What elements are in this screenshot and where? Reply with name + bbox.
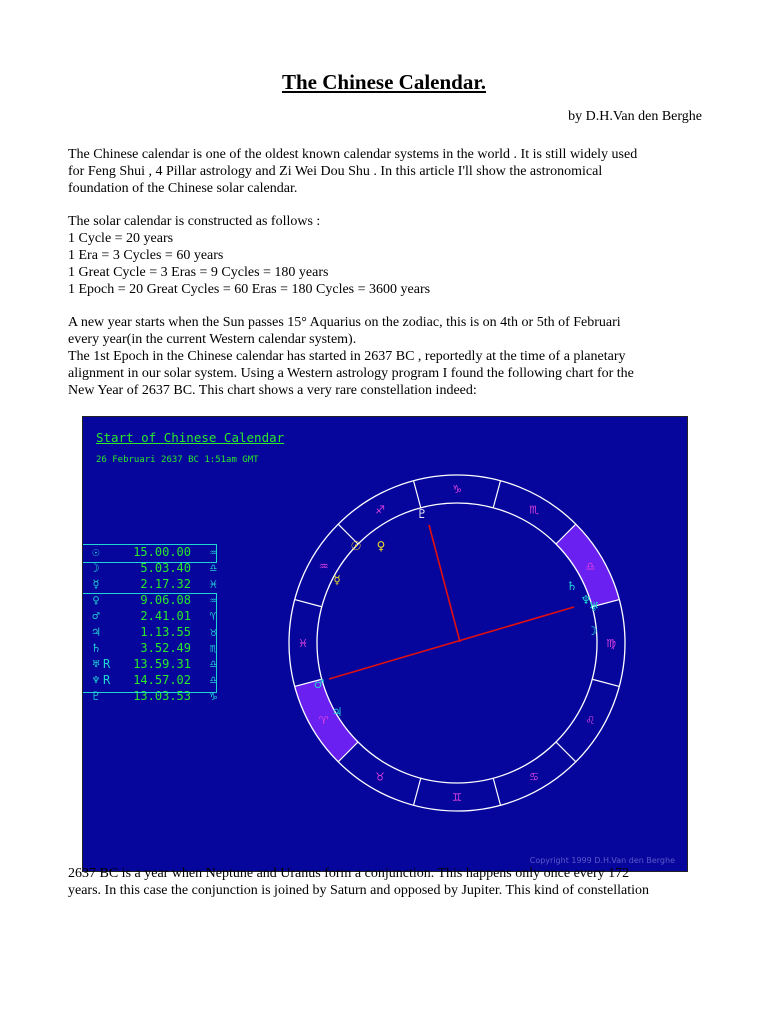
text-line: for Feng Shui , 4 Pillar astrology and Zi Wei Dou Shu . In this article I'll show the astronomical: [68, 164, 603, 179]
zodiac-sign-icon: ♒: [209, 545, 217, 559]
planet-glyph-icon: ♅: [92, 657, 100, 671]
aspect-line: [329, 607, 574, 679]
zodiac-sign-icon: ♉: [209, 625, 217, 639]
planet-degree: 9.06.08: [140, 593, 191, 607]
planet-glyph-icon: ♂: [313, 677, 325, 691]
text-line: 1 Cycle = 20 years: [68, 231, 174, 246]
planet-degree: 2.41.01: [140, 609, 191, 623]
new-year-paragraph: [68, 314, 708, 399]
planet-degree: 3.52.49: [140, 641, 191, 655]
zodiac-sign-icon: ♎: [209, 561, 217, 575]
zodiac-sign-icon: ♏: [529, 503, 539, 517]
chart-copyright: Copyright 1999 D.H.Van den Berghe: [529, 856, 675, 865]
author-byline: by D.H.Van den Berghe: [568, 109, 702, 124]
planet-degree: 5.03.40: [140, 561, 191, 575]
text-line: 1 Era = 3 Cycles = 60 years: [68, 248, 224, 263]
planet-glyph-icon: ♄: [566, 579, 578, 593]
planet-glyph-icon: ♇: [416, 507, 428, 521]
conjunction-paragraph: [68, 865, 708, 899]
planet-glyph-icon: ♃: [92, 625, 100, 639]
planet-degree: 1.13.55: [140, 625, 191, 639]
aspect-line: [429, 525, 460, 642]
planet-glyph-icon: ♆: [580, 593, 592, 607]
zodiac-sign-icon: ♈: [318, 714, 329, 727]
text-line: The 1st Epoch in the Chinese calendar has started in 2637 BC , reportedly at the time of a planetary: [68, 349, 626, 364]
sector-divider: [592, 679, 619, 686]
text-line: 1 Epoch = 20 Great Cycles = 60 Eras = 180 Cycles = 3600 years: [68, 282, 431, 297]
planet-glyph-icon: ♅: [588, 600, 600, 614]
text-line: years. In this case the conjunction is joined by Saturn and opposed by Jupiter. This kind of constellation: [68, 883, 650, 898]
zodiac-sign-icon: ♎: [209, 673, 217, 687]
text-line: The Chinese calendar is one of the oldest known calendar systems in the world . It is still widely used: [68, 147, 638, 162]
planet-glyph-icon: ♆: [92, 673, 100, 687]
text-line: The solar calendar is constructed as follows :: [68, 214, 321, 229]
planet-glyph-icon: ☉: [350, 539, 362, 553]
sector-divider: [493, 778, 500, 805]
text-line: 1 Great Cycle = 3 Eras = 9 Cycles = 180 years: [68, 265, 329, 280]
zodiac-sign-icon: ♈: [209, 609, 217, 623]
text-line: foundation of the Chinese solar calendar.: [68, 181, 298, 196]
zodiac-sign-icon: ♑: [209, 689, 217, 703]
planet-degree: 14.57.02: [133, 673, 191, 687]
planet-glyph-icon: ☿: [333, 573, 341, 587]
planet-degree: 2.17.32: [140, 577, 191, 591]
zodiac-sign-icon: ♑: [452, 483, 462, 496]
zodiac-sign-icon: ♉: [375, 770, 385, 784]
zodiac-sign-icon: ♓: [298, 637, 308, 650]
zodiac-sign-icon: ♓: [209, 577, 217, 591]
astrology-chart-image: [82, 416, 688, 872]
sector-divider: [556, 742, 576, 762]
sector-divider: [295, 600, 322, 607]
planet-degree: 15.00.00: [133, 545, 191, 559]
planet-glyph-icon: ♀: [92, 593, 100, 607]
zodiac-sign-icon: ♋: [529, 770, 539, 784]
document-title: The Chinese Calendar.: [281, 70, 486, 94]
sector-divider: [414, 778, 421, 805]
planet-glyph-icon: ♄: [92, 641, 100, 655]
zodiac-sign-icon: ♐: [375, 503, 385, 517]
calendar-structure-paragraph: [68, 213, 708, 298]
zodiac-sign-icon: ♒: [318, 560, 329, 573]
planet-degree: 13.03.53: [133, 689, 191, 703]
planet-glyph-icon: ☽: [586, 624, 598, 638]
zodiac-sign-icon: ♌: [585, 714, 596, 727]
zodiac-sign-icon: ♎: [585, 560, 596, 573]
text-line: New Year of 2637 BC. This chart shows a very rare constellation indeed:: [68, 383, 477, 398]
planet-glyph-icon: ☿: [92, 577, 100, 591]
planet-degree: 13.59.31: [133, 657, 191, 671]
sector-divider: [493, 481, 500, 508]
planet-glyph-icon: ♀: [376, 539, 386, 553]
text-line: 2637 BC is a year when Neptune and Uranus form a conjunction. This happens only once every 172: [68, 866, 630, 881]
chart-title: Start of Chinese Calendar: [96, 430, 285, 445]
zodiac-sign-icon: ♊: [452, 791, 462, 804]
planet-glyph-icon: ☉: [92, 545, 100, 559]
intro-paragraph: [68, 146, 708, 197]
zodiac-sign-icon: ♎: [209, 657, 217, 671]
planet-glyph-icon: ♇: [92, 689, 100, 703]
zodiac-sign-icon: ♍: [606, 637, 616, 650]
retrograde-marker: R: [103, 657, 111, 671]
zodiac-sign-icon: ♏: [209, 641, 217, 655]
planet-glyph-icon: ☽: [92, 561, 100, 575]
text-line: every year(in the current Western calendar system).: [68, 332, 357, 347]
planet-glyph-icon: ♂: [92, 609, 100, 623]
planet-glyph-icon: ♃: [331, 705, 343, 719]
chart-date: 26 Februari 2637 BC 1:51am GMT: [96, 455, 259, 465]
sector-divider: [414, 481, 421, 508]
text-line: alignment in our solar system. Using a Western astrology program I found the following chart for the: [68, 366, 634, 381]
zodiac-sign-icon: ♒: [209, 593, 217, 607]
text-line: A new year starts when the Sun passes 15° Aquarius on the zodiac, this is on 4th or 5th of Februari: [68, 315, 621, 330]
zodiac-wheel: [83, 417, 687, 871]
retrograde-marker: R: [103, 673, 111, 687]
